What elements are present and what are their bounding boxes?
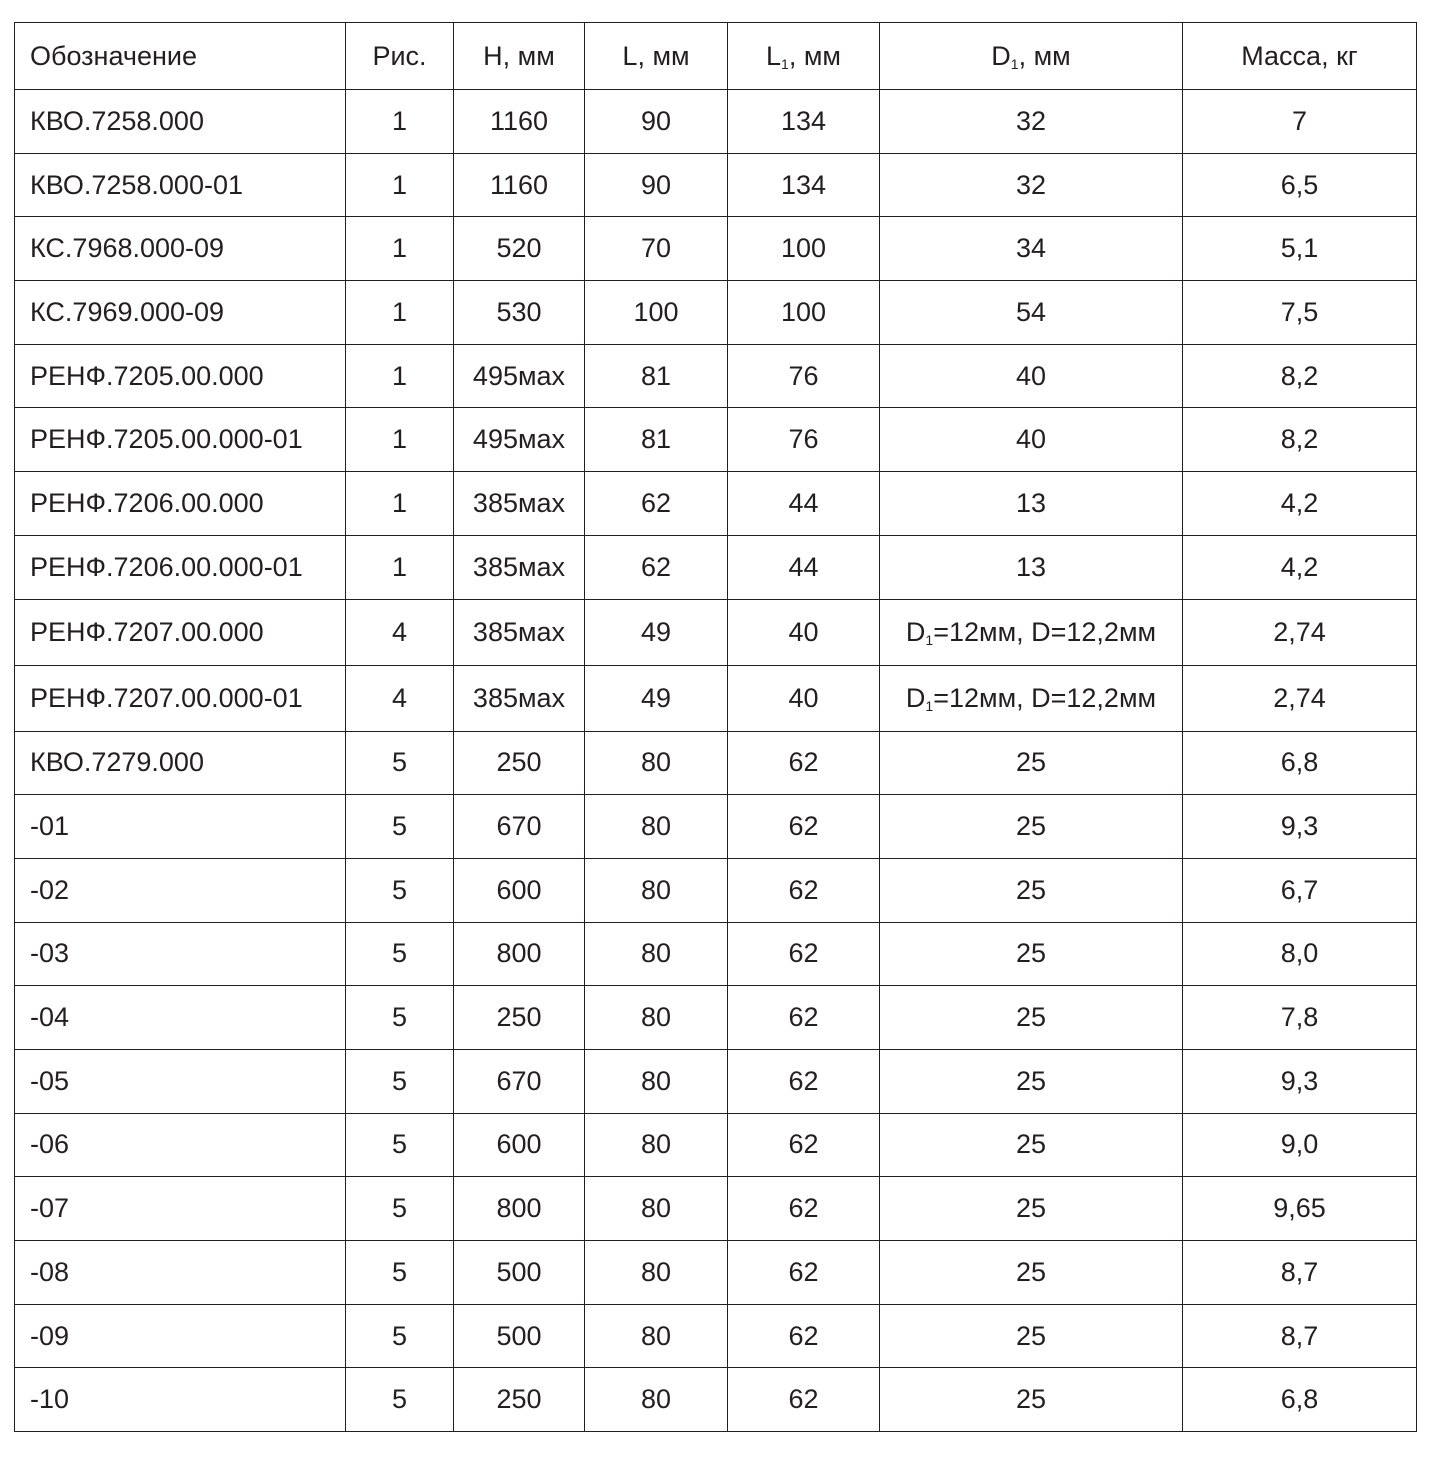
cell-h: 495мах [454,408,585,472]
cell-l: 80 [585,1368,728,1432]
cell-d1: $D_1=12мм$, D=12,2мм [880,665,1183,731]
cell-h: 1160 [454,153,585,217]
cell-h: 385мах [454,472,585,536]
cell-mass: 2,74 [1183,665,1417,731]
cell-mass: 6,8 [1183,731,1417,795]
cell-mass: 8,2 [1183,344,1417,408]
cell-designation: -06 [15,1113,346,1177]
cell-l1: 100 [728,217,880,281]
cell-h: 670 [454,795,585,859]
cell-mass: 7,8 [1183,986,1417,1050]
cell-mass: 9,65 [1183,1177,1417,1241]
cell-l1: 134 [728,90,880,154]
cell-h: 385мах [454,599,585,665]
cell-figure: 5 [346,1113,454,1177]
cell-h: 520 [454,217,585,281]
header-row [15,23,1417,90]
cell-d1: 13 [880,472,1183,536]
cell-figure: 5 [346,731,454,795]
table-row [15,731,1417,795]
cell-figure: 1 [346,535,454,599]
cell-d1: 25 [880,1304,1183,1368]
cell-l: 80 [585,731,728,795]
cell-l1: 100 [728,281,880,345]
cell-mass: 6,5 [1183,153,1417,217]
cell-l1: 62 [728,858,880,922]
cell-figure: 5 [346,1177,454,1241]
cell-d1: 13 [880,535,1183,599]
cell-d1: 25 [880,795,1183,859]
header-mass: Масса, кг [1183,23,1417,90]
cell-l: 80 [585,1049,728,1113]
cell-l: 80 [585,1177,728,1241]
cell-figure: 1 [346,90,454,154]
cell-l1: 134 [728,153,880,217]
table-row [15,1304,1417,1368]
cell-mass: 2,74 [1183,599,1417,665]
cell-l: 80 [585,858,728,922]
cell-l1: 76 [728,408,880,472]
cell-d1: 25 [880,1113,1183,1177]
cell-l: 62 [585,472,728,536]
cell-h: 385мах [454,535,585,599]
cell-mass: 9,3 [1183,1049,1417,1113]
cell-l: 49 [585,665,728,731]
table-row [15,90,1417,154]
cell-figure: 5 [346,1241,454,1305]
cell-h: 385мах [454,665,585,731]
cell-designation: КС.7968.000-09 [15,217,346,281]
cell-figure: 5 [346,986,454,1050]
cell-d1: 32 [880,90,1183,154]
cell-figure: 4 [346,665,454,731]
header-figure: Рис. [346,23,454,90]
cell-h: 495мах [454,344,585,408]
cell-mass: 4,2 [1183,535,1417,599]
cell-designation: -08 [15,1241,346,1305]
cell-l1: 62 [728,986,880,1050]
cell-designation: РЕНФ.7205.00.000 [15,344,346,408]
cell-l1: 44 [728,535,880,599]
header-d1: $D_1$, мм [880,23,1183,90]
cell-designation: -02 [15,858,346,922]
cell-figure: 5 [346,922,454,986]
cell-h: 600 [454,858,585,922]
header-h: Н, мм [454,23,585,90]
cell-h: 250 [454,986,585,1050]
cell-l: 62 [585,535,728,599]
cell-mass: 6,7 [1183,858,1417,922]
cell-l: 80 [585,1113,728,1177]
cell-l: 49 [585,599,728,665]
cell-l1: 40 [728,599,880,665]
cell-figure: 1 [346,281,454,345]
cell-mass: 8,0 [1183,922,1417,986]
cell-mass: 4,2 [1183,472,1417,536]
cell-l1: 62 [728,795,880,859]
cell-l1: 62 [728,1241,880,1305]
cell-d1: 25 [880,1241,1183,1305]
cell-d1: 25 [880,922,1183,986]
cell-h: 250 [454,1368,585,1432]
cell-d1: 32 [880,153,1183,217]
table-row [15,281,1417,345]
cell-figure: 4 [346,599,454,665]
cell-d1: 40 [880,408,1183,472]
cell-l: 80 [585,795,728,859]
cell-l1: 76 [728,344,880,408]
cell-mass: 8,7 [1183,1304,1417,1368]
table-body [15,90,1417,1432]
table-row [15,153,1417,217]
cell-designation: РЕНФ.7206.00.000 [15,472,346,536]
cell-l1: 62 [728,1113,880,1177]
cell-d1: 25 [880,1368,1183,1432]
table-row [15,1113,1417,1177]
cell-h: 500 [454,1304,585,1368]
cell-designation: РЕНФ.7205.00.000-01 [15,408,346,472]
table-row [15,472,1417,536]
table-row [15,535,1417,599]
header-designation: Обозначение [15,23,346,90]
table-row [15,986,1417,1050]
cell-designation: РЕНФ.7206.00.000-01 [15,535,346,599]
cell-l: 81 [585,408,728,472]
cell-d1: 54 [880,281,1183,345]
cell-h: 530 [454,281,585,345]
cell-figure: 1 [346,153,454,217]
table-row [15,858,1417,922]
cell-designation: КС.7969.000-09 [15,281,346,345]
cell-mass: 8,2 [1183,408,1417,472]
cell-l: 80 [585,986,728,1050]
cell-designation: -01 [15,795,346,859]
cell-designation: -07 [15,1177,346,1241]
table-row [15,665,1417,731]
cell-mass: 7 [1183,90,1417,154]
cell-designation: РЕНФ.7207.00.000 [15,599,346,665]
cell-designation: КВО.7258.000-01 [15,153,346,217]
table-row [15,599,1417,665]
cell-figure: 1 [346,344,454,408]
cell-designation: КВО.7258.000 [15,90,346,154]
cell-figure: 5 [346,858,454,922]
cell-d1: 40 [880,344,1183,408]
table-row [15,1368,1417,1432]
cell-designation: РЕНФ.7207.00.000-01 [15,665,346,731]
cell-l: 81 [585,344,728,408]
table-row [15,1241,1417,1305]
cell-mass: 8,7 [1183,1241,1417,1305]
table-row [15,217,1417,281]
table-row [15,922,1417,986]
header-l: L, мм [585,23,728,90]
cell-h: 800 [454,1177,585,1241]
cell-l: 70 [585,217,728,281]
cell-l1: 62 [728,1304,880,1368]
cell-d1: 25 [880,986,1183,1050]
header-l1: $L_1$, мм [728,23,880,90]
cell-h: 1160 [454,90,585,154]
cell-mass: 9,0 [1183,1113,1417,1177]
table-row [15,795,1417,859]
specs-table [14,22,1417,1432]
cell-l: 90 [585,90,728,154]
cell-designation: -04 [15,986,346,1050]
cell-l1: 44 [728,472,880,536]
cell-figure: 1 [346,217,454,281]
table-row [15,1177,1417,1241]
table-row [15,408,1417,472]
cell-l1: 62 [728,731,880,795]
cell-l1: 62 [728,1368,880,1432]
cell-figure: 1 [346,408,454,472]
cell-figure: 5 [346,1304,454,1368]
cell-l1: 62 [728,1049,880,1113]
cell-l1: 62 [728,922,880,986]
cell-l: 80 [585,922,728,986]
cell-l: 80 [585,1241,728,1305]
table-row [15,344,1417,408]
cell-l1: 62 [728,1177,880,1241]
cell-figure: 1 [346,472,454,536]
cell-h: 600 [454,1113,585,1177]
cell-mass: 9,3 [1183,795,1417,859]
cell-designation: -10 [15,1368,346,1432]
cell-l: 90 [585,153,728,217]
cell-h: 500 [454,1241,585,1305]
cell-figure: 5 [346,795,454,859]
cell-d1: 25 [880,858,1183,922]
cell-mass: 6,8 [1183,1368,1417,1432]
cell-designation: -09 [15,1304,346,1368]
cell-mass: 7,5 [1183,281,1417,345]
cell-designation: -05 [15,1049,346,1113]
cell-d1: $D_1=12мм$, D=12,2мм [880,599,1183,665]
cell-h: 670 [454,1049,585,1113]
cell-mass: 5,1 [1183,217,1417,281]
cell-h: 250 [454,731,585,795]
cell-designation: -03 [15,922,346,986]
cell-d1: 25 [880,1049,1183,1113]
cell-d1: 25 [880,731,1183,795]
cell-designation: КВО.7279.000 [15,731,346,795]
cell-h: 800 [454,922,585,986]
table-row [15,1049,1417,1113]
cell-figure: 5 [346,1368,454,1432]
cell-l1: 40 [728,665,880,731]
cell-d1: 34 [880,217,1183,281]
cell-l: 100 [585,281,728,345]
cell-figure: 5 [346,1049,454,1113]
cell-d1: 25 [880,1177,1183,1241]
cell-l: 80 [585,1304,728,1368]
